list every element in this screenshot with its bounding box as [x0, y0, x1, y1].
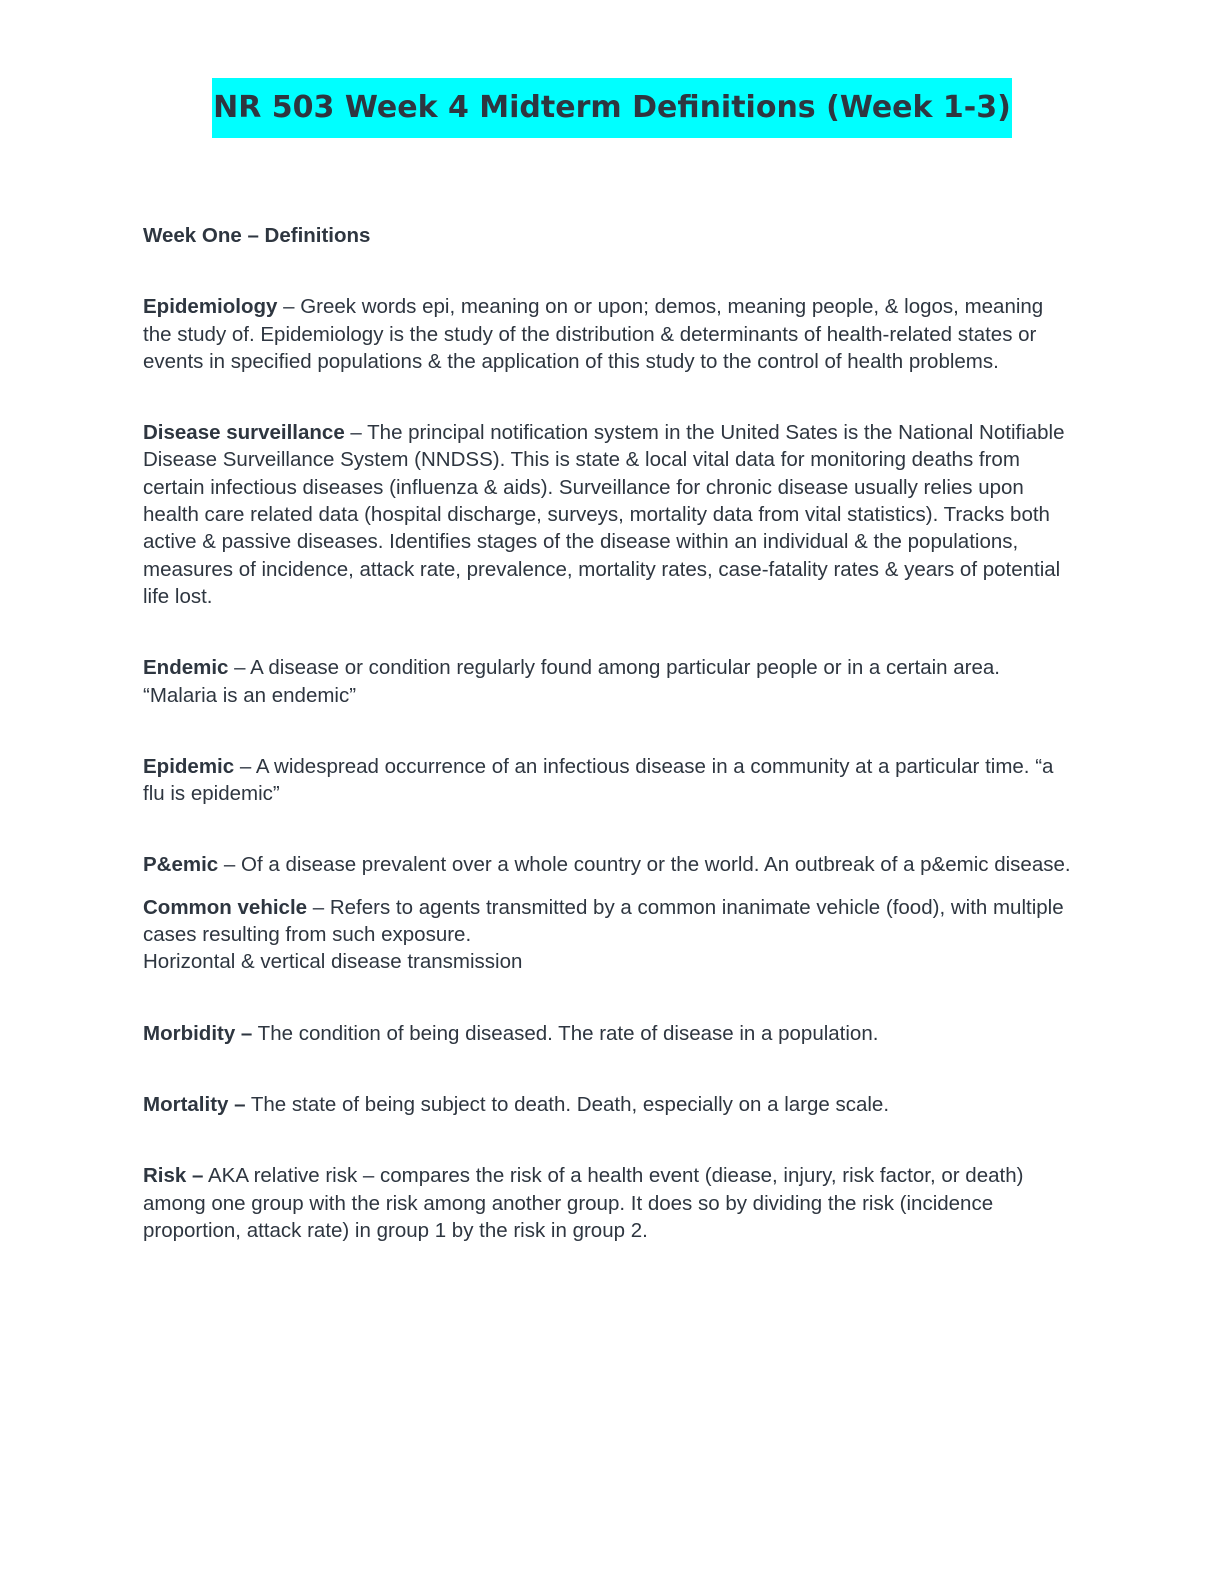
definition-separator: – — [307, 895, 330, 919]
definition-term: Endemic — [143, 656, 229, 680]
definition-text: Refers to agents transmitted by a common inanimate vehicle (food), with multiple cases resulting from such exposure. — [143, 895, 1064, 947]
definition-separator: – — [234, 754, 256, 778]
definition-term: Common vehicle — [143, 895, 308, 919]
definition-mortality — [143, 1091, 1073, 1118]
definition-term: Mortality – — [143, 1092, 246, 1116]
definition-text: Greek words epi, meaning on or upon; demos, meaning people, & logos, meaning the study of. Epidemiology is the study of the distribution & determinants of health-related states or events in specified populations & the application of this study to the control of health problems. — [143, 295, 1044, 373]
definition-term: Disease surveillance — [143, 421, 345, 445]
definition-text: A disease or condition regularly found among particular people or in a certain area. “Malaria is an endemic” — [143, 656, 1000, 707]
definition-text: AKA relative risk – compares the risk of a health event (diease, injury, risk factor, or death) among one group with the risk among another group. It does so by dividing the risk (incidence proportion, attack rate) in group 1 by the risk in group 2. — [143, 1164, 1024, 1242]
definition-common-vehicle — [143, 894, 1073, 976]
title-container — [0, 78, 1224, 138]
definition-risk — [143, 1162, 1073, 1244]
definition-term: Epidemic — [143, 754, 235, 778]
definition-separator: – — [228, 656, 251, 680]
definition-term: Risk – — [143, 1164, 204, 1188]
definition-text: The state of being subject to death. Death, especially on a large scale. — [250, 1092, 890, 1116]
document-title: NR 503 Week 4 Midterm Definitions (Week 1-3) — [212, 78, 1012, 138]
definition-morbidity — [143, 1020, 1073, 1047]
definition-separator: – — [218, 853, 242, 877]
definition-epidemic — [143, 753, 1073, 808]
definition-disease-surveillance — [143, 419, 1073, 610]
definition-text: A widespread occurrence of an infectious disease in a community at a particular time. “a flu is epidemic” — [143, 754, 1054, 806]
document-body — [143, 222, 1073, 1244]
definition-text: The condition of being diseased. The rate of disease in a population. — [257, 1021, 879, 1045]
definition-term: P&emic — [143, 853, 219, 877]
definition-epidemiology — [143, 293, 1073, 375]
section-heading: Week One – Definitions — [143, 224, 371, 247]
definition-pandemic — [143, 851, 1073, 878]
definition-text: The principal notification system in the United Sates is the National Notifiable Disease Surveillance System (NNDSS). This is state & local vital data for monitoring deaths from certain infectious diseases (influenza & aids). Surveillance for chronic disease usually relies upon health care related data (hospital discharge, surveys, mortality data from vital statistics). Tracks both active & passive diseases. Identifies stages of the disease within an individual & the populations, measures of incidence, attack rate, prevalence, mortality rates, case-fatality rates & years of potential life lost. — [143, 421, 1065, 608]
definition-term: Morbidity – — [143, 1021, 253, 1045]
definition-term: Epidemiology — [143, 295, 278, 319]
definition-text: Of a disease prevalent over a whole country or the world. An outbreak of a p&emic disease. — [241, 853, 1071, 877]
definition-extra-line: Horizontal & vertical disease transmission — [143, 950, 523, 974]
definition-endemic — [143, 654, 1073, 709]
definition-separator: – — [344, 421, 368, 445]
definition-separator: – — [277, 295, 301, 319]
